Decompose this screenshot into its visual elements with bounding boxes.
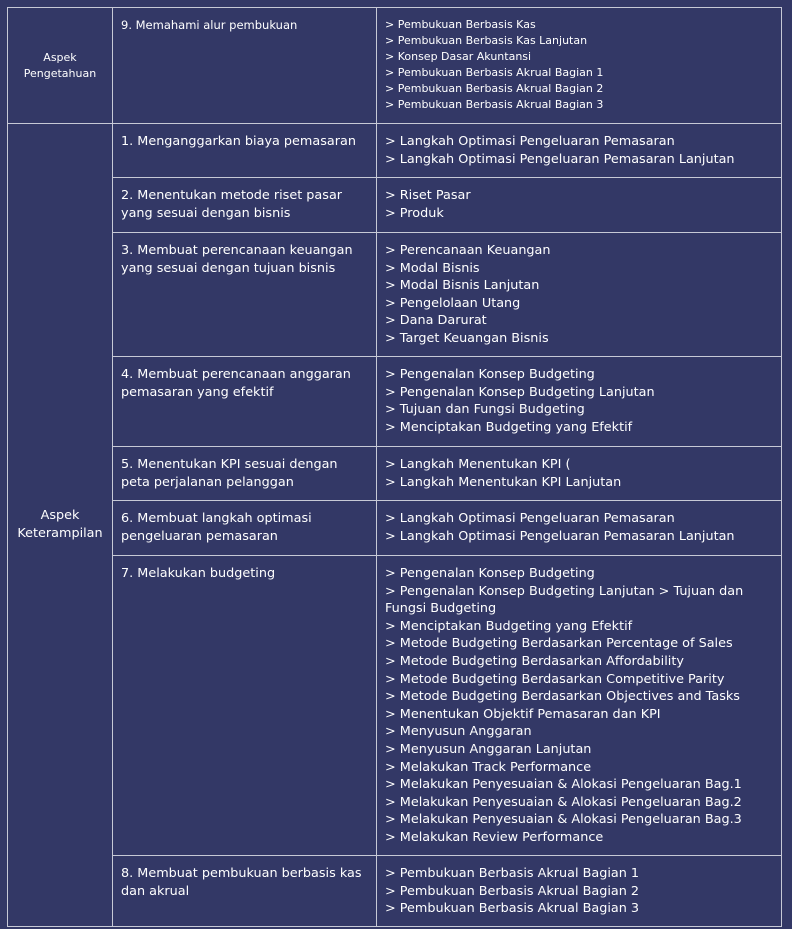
table-row	[8, 178, 782, 233]
module-item: > Pengelolaan Utang	[385, 295, 521, 311]
module-item: > Menciptakan Budgeting yang Efektif	[385, 419, 633, 435]
modules-cell	[377, 124, 782, 178]
module-item: > Pengenalan Konsep Budgeting Lanjutan	[385, 384, 655, 400]
module-item: > Melakukan Penyesuaian & Alokasi Pengeluaran Bag.3	[385, 812, 742, 828]
curriculum-table	[7, 7, 782, 927]
table-row	[8, 124, 782, 178]
module-item: > Pembukuan Berbasis Akrual Bagian 2	[385, 883, 640, 899]
competency-cell: 3. Membuat perencanaan keuangan yang sesuai dengan tujuan bisnis	[113, 233, 377, 357]
aspect-label-line: Aspek	[43, 50, 77, 64]
module-item: > Pembukuan Berbasis Akrual Bagian 3	[385, 98, 604, 111]
table-row	[8, 357, 782, 447]
module-item: > Pembukuan Berbasis Akrual Bagian 3	[385, 901, 640, 917]
module-item: > Pembukuan Berbasis Akrual Bagian 1	[385, 866, 640, 881]
module-item: > Pembukuan Berbasis Kas Lanjutan	[385, 34, 588, 47]
module-item: > Dana Darurat	[385, 313, 487, 329]
module-item: > Metode Budgeting Berdasarkan Competitive Parity	[385, 671, 725, 687]
module-item: > Menentukan Objektif Pemasaran dan KPI	[385, 706, 661, 722]
module-item: > Modal Bisnis Lanjutan	[385, 278, 540, 294]
aspect-label-line: Keterampilan	[17, 526, 103, 541]
modules-cell	[377, 8, 782, 124]
modules-cell	[377, 178, 782, 233]
module-item: > Metode Budgeting Berdasarkan Percentage of Sales	[385, 636, 733, 652]
module-item: > Konsep Dasar Akuntansi	[385, 50, 532, 63]
modules-cell	[377, 856, 782, 927]
aspect-pengetahuan	[8, 8, 113, 124]
module-item: > Pembukuan Berbasis Akrual Bagian 1	[385, 66, 604, 79]
module-item: > Menyusun Anggaran Lanjutan	[385, 741, 592, 757]
competency-cell: 4. Membuat perencanaan anggaran pemasaran yang efektif	[113, 357, 377, 447]
module-item: > Pengenalan Konsep Budgeting	[385, 566, 595, 581]
table-row	[8, 447, 782, 501]
competency-cell: 6. Membuat langkah optimasi pengeluaran pemasaran	[113, 501, 377, 556]
module-item: > Menyusun Anggaran	[385, 724, 532, 740]
modules-cell	[377, 357, 782, 447]
module-item: > Modal Bisnis	[385, 260, 480, 276]
competency-cell: 1. Menganggarkan biaya pemasaran	[113, 124, 377, 178]
module-item: > Melakukan Penyesuaian & Alokasi Pengeluaran Bag.1	[385, 777, 742, 793]
modules-cell	[377, 447, 782, 501]
module-item: > Perencanaan Keuangan	[385, 243, 551, 258]
modules-cell	[377, 233, 782, 357]
competency-cell: 7. Melakukan budgeting	[113, 556, 377, 856]
module-item: > Metode Budgeting Berdasarkan Affordability	[385, 653, 684, 669]
module-item: > Menciptakan Budgeting yang Efektif	[385, 618, 633, 634]
module-item: > Langkah Optimasi Pengeluaran Pemasaran	[385, 511, 675, 526]
module-item: > Riset Pasar	[385, 188, 471, 203]
table-row	[8, 556, 782, 856]
module-item: > Langkah Menentukan KPI (	[385, 457, 571, 472]
module-item: > Pembukuan Berbasis Akrual Bagian 2	[385, 82, 604, 95]
module-item: > Langkah Optimasi Pengeluaran Pemasaran Lanjutan	[385, 528, 735, 544]
module-item: > Tujuan dan Fungsi Budgeting	[385, 402, 585, 418]
module-item: > Langkah Menentukan KPI Lanjutan	[385, 474, 622, 490]
module-item: > Melakukan Track Performance	[385, 759, 592, 775]
module-item: > Langkah Optimasi Pengeluaran Pemasaran Lanjutan	[385, 151, 735, 167]
module-item: > Pembukuan Berbasis Kas	[385, 18, 536, 31]
module-item: > Langkah Optimasi Pengeluaran Pemasaran	[385, 134, 675, 149]
module-item: > Metode Budgeting Berdasarkan Objectives and Tasks	[385, 689, 740, 705]
table-row	[8, 501, 782, 556]
aspect-keterampilan	[8, 124, 113, 927]
table-row	[8, 8, 782, 124]
module-item: > Pengenalan Konsep Budgeting	[385, 367, 595, 382]
module-item: > Produk	[385, 205, 444, 221]
table-row	[8, 233, 782, 357]
module-item: > Melakukan Review Performance	[385, 829, 604, 845]
competency-cell: 8. Membuat pembukuan berbasis kas dan akrual	[113, 856, 377, 927]
module-item: > Melakukan Penyesuaian & Alokasi Pengeluaran Bag.2	[385, 794, 742, 810]
module-item: > Pengenalan Konsep Budgeting Lanjutan > Tujuan dan Fungsi Budgeting	[385, 583, 744, 617]
modules-cell	[377, 556, 782, 856]
aspect-label-line: Aspek	[40, 508, 80, 524]
table-row	[8, 856, 782, 927]
aspect-label-line: Pengetahuan	[23, 66, 97, 80]
module-item: > Target Keuangan Bisnis	[385, 330, 549, 346]
competency-cell: 5. Menentukan KPI sesuai dengan peta perjalanan pelanggan	[113, 447, 377, 501]
competency-cell: 2. Menentukan metode riset pasar yang sesuai dengan bisnis	[113, 178, 377, 233]
competency-cell: 9. Memahami alur pembukuan	[113, 8, 377, 124]
modules-cell	[377, 501, 782, 556]
